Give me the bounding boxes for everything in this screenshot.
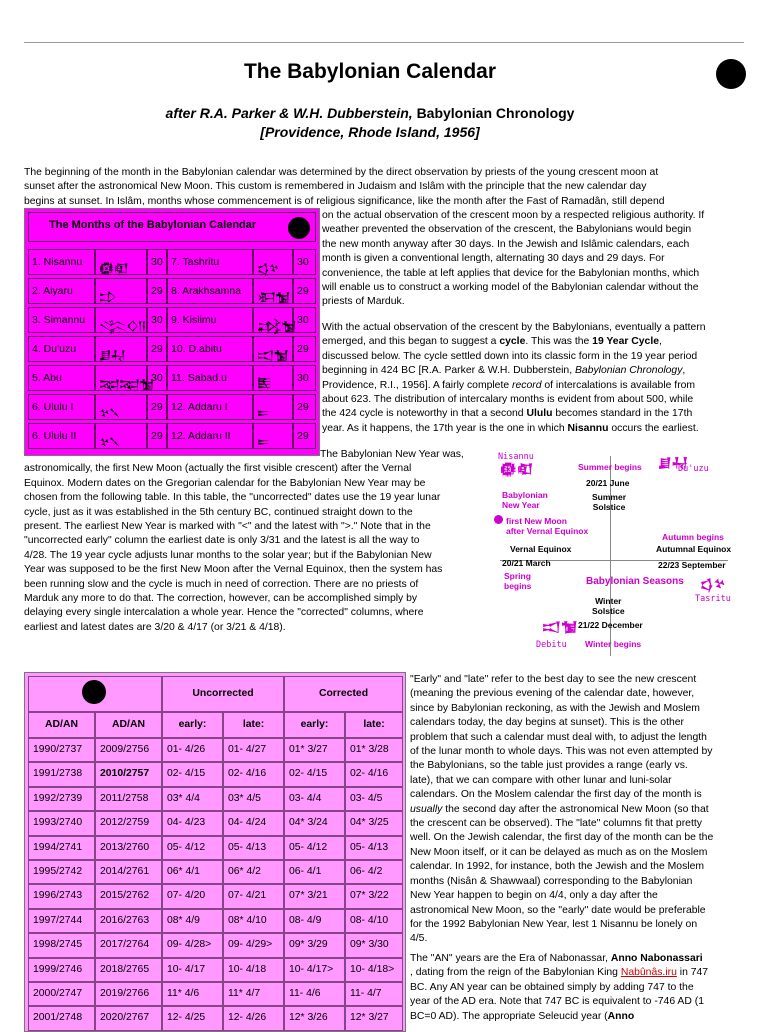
para-line: since by Babylonian reckoning, as with the Jewish and Moslem [410,702,700,714]
label-summer-begins: Summer begins [578,462,642,472]
subtitle-book: Babylonian Chronology [416,105,575,121]
intro-line: The beginning of the month in the Babylonian calendar was determined by the direct observation by priests of the young crescent moon at [24,167,659,178]
black-dot-icon [716,59,746,89]
corrected-late: 01* 3/28 [345,738,403,762]
month-row [28,307,316,333]
month-days: 29 [293,394,316,420]
year-ad-an-1: 1992/2739 [28,787,95,811]
label-autumn-begins: Autumn begins [662,532,724,542]
para-line: usually the second day after the astronomical New Moon (so that [410,803,709,815]
corrected-late: 03- 4/5 [345,787,403,811]
month-days: 29 [293,336,316,362]
nabunasiru-link[interactable]: Nabûnâs.iru [620,967,677,979]
para-line: well. On the Jewish calendar, the first day of the month can be the [410,832,714,844]
para-line: the new month anyway after 30 days. In the Jewish and Islâmic calendars, each [322,238,690,250]
tasritu-glyph-icon: 𒌓𒆳 [700,576,726,591]
header-early-corrected: early: [284,712,345,738]
uncorrected-late: 05- 4/13 [223,836,284,860]
para-line: calendar. In 1992, for instance, both the Jewish and the Moslem [410,861,705,873]
uncorrected-late: 02- 4/16 [223,762,284,786]
corrected-early: 10- 4/17> [284,958,345,982]
month-row [28,365,316,391]
month-name: 3. Simannu [28,307,95,333]
year-ad-an-2: 2015/2762 [95,884,162,908]
para-line: year. As it happens, the 17th year is the one in which Nisannu occurs the earliest. [322,422,699,434]
year-ad-an-2: 2009/2756 [95,738,162,762]
cuneiform-glyph-icon: 𒉈𒉈𒁯 [95,365,147,391]
year-ad-an-1: 1999/2746 [28,958,95,982]
month-name: 11. Sabad.u [167,365,253,391]
anno-nabonassari-paragraph [410,952,750,1024]
month-days: 30 [147,249,167,275]
para-line: New Moon itself, or it can be delayed as much as on the Moslem [410,846,708,858]
label-duuzu: Du'uzu [678,464,709,474]
month-name: 1. Nisannu [28,249,95,275]
uncorrected-late: 03* 4/5 [223,787,284,811]
month-days: 29 [293,278,316,304]
uncorrected-late: 01- 4/27 [223,738,284,762]
month-name: 7. Tashritu [167,249,253,275]
para-line: 4/5. [410,933,428,945]
header-late-uncorrected: late: [223,712,284,738]
uncorrected-early: 02- 4/15 [162,762,223,786]
para-line: on the actual observation of the crescent moon by a respected religious authority. If [322,210,705,221]
uncorrected-early: 06* 4/1 [162,860,223,884]
para-line: Providence, R.I., 1956]. A fairly complete record of intercalations is available from [322,379,696,391]
month-row [28,423,316,449]
year-ad-an-1: 1993/2740 [28,811,95,835]
corrected-early: 08- 4/9 [284,909,345,933]
para-line: cycle, just as it was established in the 5th century BC, continued straight down to the [24,506,413,518]
year-ad-an-2: 2013/2760 [95,836,162,860]
header-corrected: Corrected [284,676,403,712]
uncorrected-early: 08* 4/9 [162,909,223,933]
uncorrected-early: 12- 4/25 [162,1006,223,1030]
label-december: 21/22 December [578,620,643,630]
label-september: 22/23 September [658,560,726,570]
month-name: 9. Kislimu [167,307,253,333]
right-paragraph-2 [322,321,746,436]
year-ad-an-2: 2016/2763 [95,909,162,933]
header-ad-an-2: AD/AN [95,712,162,738]
uncorrected-early: 01- 4/26 [162,738,223,762]
para-line: month is given a conventional length, alternating 30 days and 29 days. For [322,253,665,265]
month-name: 12. Addaru I [167,394,253,420]
corrected-late: 04* 3/25 [345,811,403,835]
corrected-early: 04* 3/24 [284,811,345,835]
black-dot-icon [288,217,310,239]
para-line: Marduk any more to do that. The correction, however, can be accomplished simply by [24,593,418,605]
para-line: earliest and latest dates are 3/20 & 4/17 (or 3/21 & 4/18). [24,621,286,633]
year-ad-an-1: 1996/2743 [28,884,95,908]
year-ad-an-1: 2001/2748 [28,1006,95,1030]
corrected-late: 07* 3/22 [345,884,403,908]
corrected-early: 05- 4/12 [284,836,345,860]
month-days: 30 [147,307,167,333]
label-debitu: Debitu [536,640,567,650]
cuneiform-glyph-icon: 𒋰 [253,423,293,449]
year-ad-an-1: 1998/2745 [28,933,95,957]
corrected-late: 11- 4/7 [345,982,403,1006]
corrected-early: 02- 4/15 [284,762,345,786]
new-year-paragraph [24,448,489,635]
month-days: 29 [147,423,167,449]
month-name: 2. Aiyaru [28,278,95,304]
para-line: the crescent can be observed). The "late" columns fit that pretty [410,818,702,830]
para-line: present. The earliest New Year is marked with "<" and the latest with ">." Note that in the [24,521,431,533]
year-ad-an-2: 2019/2766 [95,982,162,1006]
year-ad-an-1: 1990/2737 [28,738,95,762]
para-line: will enable us to construct a working model of the Babylonian calendar without the [322,282,699,294]
month-name: 10. D.abitu [167,336,253,362]
para-line: problem that such a calendar must deal with, to adjust the length [410,731,707,743]
label-tasritu: Tasritu [695,594,731,604]
year-ad-an-1: 1997/2744 [28,909,95,933]
uncorrected-late: 07- 4/21 [223,884,284,908]
label-summer-solstice: Summer Solstice [592,492,627,512]
corrected-late: 05- 4/13 [345,836,403,860]
uncorrected-early: 05- 4/12 [162,836,223,860]
month-row [28,394,316,420]
para-line: astronomical New Moon, so the "early" date would be preferable [410,904,706,916]
month-days: 30 [293,307,316,333]
uncorrected-late: 11* 4/7 [223,982,284,1006]
corrected-early: 03- 4/4 [284,787,345,811]
label-winter-begins: Winter begins [585,639,642,649]
para-line: the 424 cycle is noteworthy in that a second Ululu becomes standard in the 17th [322,408,693,420]
month-name: 6. Ululu II [28,423,95,449]
intro-paragraph [24,166,744,209]
month-days: 30 [293,365,316,391]
header-late-corrected: late: [345,712,403,738]
para-line: been running slow and the cycle is much in need of correction. There are no priests of [24,578,419,590]
para-line: calendars today, the day begins at sunset). This is the other [410,717,684,729]
subtitle-authors: after R.A. Parker & W.H. Dubberstein, [165,105,413,121]
corrected-late: 09* 3/30 [345,933,403,957]
para-line: weather prevented the observation of the crescent, the Babylonians would begin [322,224,692,236]
label-babylonian-seasons: Babylonian Seasons [586,576,684,587]
para-line: Year was supposed to be the first New Moon after the Vernal Equinox, then the system has [24,564,443,576]
cuneiform-glyph-icon: 𒋰 [253,394,293,420]
corrected-early: 11- 4/6 [284,982,345,1006]
cuneiform-glyph-icon: 𒌓𒆳 [253,249,293,275]
intro-line: sunset after the astronomical New Moon. This custom is remembered in Judaism and Islâm with the principle that the new calendar day [24,181,647,193]
uncorrected-early: 03* 4/4 [162,787,223,811]
para-line: BC=0 AD). The appropriate Seleucid year (Anno [410,1010,635,1022]
cuneiform-glyph-icon: 𒆳𒃵 [95,423,147,449]
uncorrected-late: 06* 4/2 [223,860,284,884]
label-babylonian-new-year: Babylonian New Year [502,490,548,510]
uncorrected-late: 12- 4/26 [223,1006,284,1030]
months-table-title: The Months of the Babylonian Calendar [28,212,316,242]
para-line: the Babylonians, so the table just provides a range (early vs. [410,760,688,772]
para-line: delaying every single intercalation a whole year. Hence the "corrected" columns, where [24,607,424,619]
uncorrected-late: 08* 4/10 [223,909,284,933]
cuneiform-glyph-icon: 𒍩 [253,365,293,391]
corrected-late: 10- 4/18> [345,958,403,982]
cuneiform-glyph-icon: 𒀳𒁯 [253,278,293,304]
cuneiform-glyph-icon: 𒁈𒊏 [95,249,147,275]
new-year-dates-table [24,672,406,1032]
year-ad-an-1: 1991/2738 [28,762,95,786]
early-late-paragraph [410,673,750,947]
header-ad-an-1: AD/AN [28,712,95,738]
nisannu-glyph-icon: 𒁈𒊏 [500,461,534,476]
para-line: "Early" and "late" refer to the best day to see the new crescent [410,674,697,685]
months-table [24,208,320,456]
para-line: of the lunar month to whole days. This was not even attempted by [410,746,713,758]
para-line: (meaning the previous evening of the calendar date, however, [410,688,695,700]
para-line: beginning in 424 BC [R.A. Parker & W.H. Dubberstein, Babylonian Chronology, [322,365,686,377]
cuneiform-glyph-icon: 𒄞 [95,278,147,304]
para-line: New Year happen to begin on 4/4, only a day after the [410,890,658,902]
corrected-late: 08- 4/10 [345,909,403,933]
para-line: convenience, the table at left applies that device for the Babylonian months, which [322,267,700,279]
cuneiform-glyph-icon: 𒃶𒁯 [253,307,293,333]
para-line: , dating from the reign of the Babylonian King Nabûnâs.iru in 747 [410,967,709,979]
month-row [28,336,316,362]
month-days: 29 [147,394,167,420]
corrected-early: 01* 3/27 [284,738,345,762]
uncorrected-early: 09- 4/28> [162,933,223,957]
page-subtitle [0,104,740,142]
corrected-early: 12* 3/26 [284,1006,345,1030]
header-uncorrected: Uncorrected [162,676,284,712]
para-line: months (Nisân & Shawwaal) corresponding to the Babylonian [410,875,693,887]
intro-line: begins at sunset. In Islâm, months whose commencement is of religious significance, like the month after the Fast of Ramadân, still depend [24,195,665,207]
duuzu-glyph-icon: 𒋗𒄷 [658,455,688,470]
para-line: year of the AD era. Note that 747 BC is equivalent to -746 AD (1 [410,996,704,1008]
month-days: 30 [293,249,316,275]
corrected-late: 02- 4/16 [345,762,403,786]
para-line: The "AN" years are the Era of Nabonassar, Anno Nabonassari [410,953,703,964]
uncorrected-early: 11* 4/6 [162,982,223,1006]
para-line: emerged, and this began to suggest a cycle. This was the 19 Year Cycle, [322,336,662,348]
uncorrected-late: 09- 4/29> [223,933,284,957]
uncorrected-late: 04- 4/24 [223,811,284,835]
para-line: late), that we can compare with other lunar and luni-solar [410,774,672,786]
para-line: chosen from the following table. In this table, the "uncorrected" dates use the 19 year lunar [24,492,441,504]
month-name: 12. Addaru II [167,423,253,449]
year-ad-an-1: 1995/2742 [28,860,95,884]
year-ad-an-2: 2010/2757 [95,762,162,786]
cuneiform-glyph-icon: 𒋞𒄭𒀀 [95,307,147,333]
corrected-early: 06- 4/1 [284,860,345,884]
label-first-new-moon: first New Moon after Vernal Equinox [506,516,589,536]
year-ad-an-1: 1994/2741 [28,836,95,860]
new-moon-marker-icon [494,515,503,524]
para-line: 4/28. The 19 year cycle adjusts lunar months to the solar year; but if the Babylonian New [24,549,432,561]
month-days: 30 [147,365,167,391]
year-ad-an-2: 2012/2759 [95,811,162,835]
uncorrected-late: 10- 4/18 [223,958,284,982]
para-line: for the 1992 Babylonian New Year, lest 1 Nisannu be lonely on [410,918,698,930]
uncorrected-early: 04- 4/23 [162,811,223,835]
uncorrected-early: 10- 4/17 [162,958,223,982]
label-vernal-equinox: Vernal Equinox [510,544,572,554]
subtitle-publication: [Providence, Rhode Island, 1956] [260,124,480,140]
right-paragraph-1 [322,209,746,310]
month-days: 29 [147,278,167,304]
label-nisannu: Nisannu [498,452,534,462]
para-line: With the actual observation of the crescent by the Babylonians, eventually a pattern [322,322,706,333]
para-line: BC. Any AN year can be obtained simply by adding 747 to the [410,981,694,993]
seasons-diagram [490,450,740,660]
para-line: The Babylonian New Year was, [320,449,464,460]
year-ad-an-2: 2017/2764 [95,933,162,957]
para-line: "uncorrected early" column the earliest date is only 3/31 and the latest is all the way to [24,535,420,547]
label-spring-begins: Spring begins [504,571,532,591]
label-winter-solstice: Winter Solstice [592,596,625,616]
para-line: astronomically, the first New Moon (actually the first visible crescent) after the Vernal [24,463,412,475]
month-name: 6. Ululu I [28,394,95,420]
para-line: priests of Marduk. [322,296,405,308]
para-line: about 623. The distribution of intercalary months is evident from about 500, while [322,394,694,406]
para-line: calendars. On the Moslem calendar the first day of the month is [410,789,702,801]
label-autumnal-equinox: Autumnal Equinox [656,544,732,554]
month-name: 4. Du'uzu [28,336,95,362]
year-ad-an-2: 2014/2761 [95,860,162,884]
label-march: 20/21 March [502,558,551,568]
year-ad-an-2: 2018/2765 [95,958,162,982]
year-ad-an-1: 2000/2747 [28,982,95,1006]
uncorrected-early: 07- 4/20 [162,884,223,908]
corrected-late: 12* 3/27 [345,1006,403,1030]
header-early-uncorrected: early: [162,712,223,738]
month-row [28,249,316,275]
label-june: 20/21 June [586,478,630,488]
cuneiform-glyph-icon: 𒆳𒃵 [95,394,147,420]
para-line: Equinox. Modern dates on the Gregorian calendar for the Babylonian New Year may be [24,477,426,489]
corrected-early: 07* 3/21 [284,884,345,908]
table-corner-cell [28,676,162,712]
month-days: 29 [293,423,316,449]
page-title: The Babylonian Calendar [243,60,497,83]
month-days: 29 [147,336,167,362]
cuneiform-glyph-icon: 𒋗𒄷 [95,336,147,362]
year-ad-an-2: 2011/2758 [95,787,162,811]
year-ad-an-2: 2020/2767 [95,1006,162,1030]
debitu-glyph-icon: 𒀊𒁯 [542,619,578,634]
month-row [28,278,316,304]
top-rule [24,42,744,43]
para-line: discussed below. The cycle settled down into its classic form in the 19 year period [322,350,698,362]
month-name: 8. Arakhsamna [167,278,253,304]
corrected-early: 09* 3/29 [284,933,345,957]
corrected-late: 06- 4/2 [345,860,403,884]
cuneiform-glyph-icon: 𒀊𒁯 [253,336,293,362]
month-name: 5. Abu [28,365,95,391]
